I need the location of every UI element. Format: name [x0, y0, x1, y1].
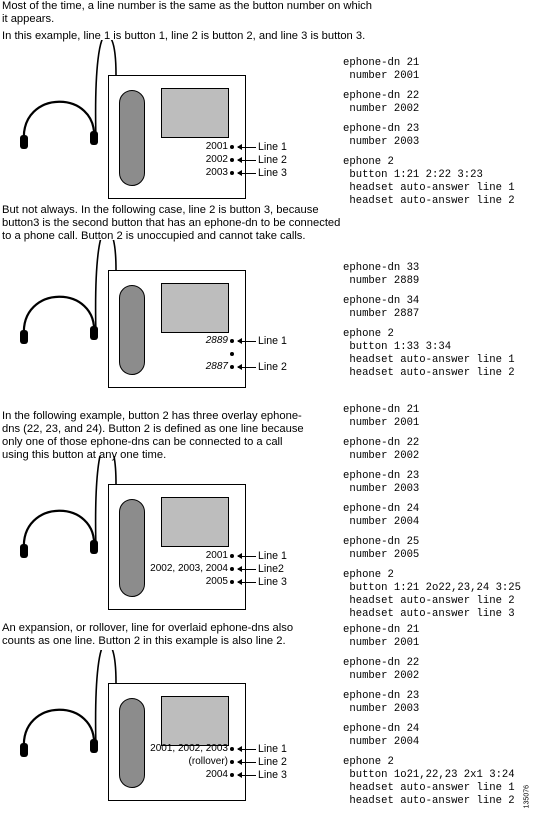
button-number: 2002: [205, 154, 228, 165]
headband: [24, 102, 94, 141]
button-number: 2889: [205, 335, 228, 346]
line-button: [230, 760, 234, 764]
config-line: ephone-dn 24: [343, 722, 420, 735]
headband: [24, 297, 94, 336]
line-label: Line 1: [258, 141, 287, 153]
earpiece-left: [20, 135, 28, 149]
config-line: number 2002: [343, 450, 420, 463]
handset-icon: [119, 499, 145, 597]
config-line: headset auto-answer line 2: [343, 594, 515, 607]
config-line: ephone-dn 22: [343, 89, 420, 102]
config-line: ephone 2: [343, 155, 394, 168]
phone-screen: [161, 497, 229, 547]
button-number: 2001, 2002, 2003: [150, 743, 228, 754]
arrow-icon: [238, 367, 256, 368]
earpiece-right: [90, 131, 98, 145]
config-line: ephone 2: [343, 327, 394, 340]
example2-diagram: [0, 240, 340, 390]
config-block: [343, 156, 515, 209]
config-line: ephone-dn 23: [343, 689, 420, 702]
arrow-icon: [238, 762, 256, 763]
button-number: 2003: [205, 167, 228, 178]
earpiece-left: [20, 743, 28, 757]
para4-line-2: counts as one line. Button 2 in this example is also line 2.: [2, 635, 286, 647]
config-line: number 2004: [343, 735, 420, 748]
para2-line-3: to a phone call. Button 2 is unoccupied and cannot take calls.: [2, 230, 306, 242]
line-button: [230, 365, 234, 369]
config-line: ephone-dn 23: [343, 469, 420, 482]
example4-diagram: [0, 650, 340, 800]
config-line: ephone-dn 21: [343, 404, 420, 416]
line-label: Line 1: [258, 335, 287, 347]
config-line: ephone-dn 23: [343, 122, 420, 135]
earpiece-left: [20, 330, 28, 344]
line-label: Line2: [258, 563, 284, 575]
earpiece-right: [90, 739, 98, 753]
button-number: 2001: [205, 550, 228, 561]
phone-screen: [161, 283, 229, 333]
config-block: [343, 295, 515, 321]
button-number: 2005: [205, 576, 228, 587]
intro-line-3: In this example, line 1 is button 1, line 2 is button 2, and line 3 is button 3.: [2, 30, 366, 42]
earpiece-left: [20, 544, 28, 558]
line-button: [230, 747, 234, 751]
config-line: ephone-dn 21: [343, 624, 420, 636]
para2-line-2: button3 is the second button that has an ephone-dn to be connected: [2, 217, 341, 229]
arrow-icon: [238, 147, 256, 148]
config-line: number 2005: [343, 548, 420, 561]
line-label: Line 2: [258, 361, 287, 373]
config-line: ephone 2: [343, 755, 394, 768]
config-line: headset auto-answer line 2: [343, 195, 515, 208]
button-number: 2887: [205, 361, 228, 372]
line-label: Line 2: [258, 756, 287, 768]
example4-config: [343, 624, 515, 815]
config-line: button 1:21 2o22,23,24 3:25: [343, 581, 522, 594]
config-block: [343, 328, 515, 381]
phone-body: [108, 75, 246, 199]
para3-line-4: using this button at any one time.: [2, 449, 167, 461]
config-line: headset auto-answer line 2: [343, 795, 515, 808]
headband: [24, 511, 94, 550]
line-button: [230, 554, 234, 558]
config-block: [343, 503, 521, 529]
config-line: number 2002: [343, 103, 420, 116]
config-line: headset auto-answer line 1: [343, 782, 515, 795]
phone-screen: [161, 696, 229, 746]
example3-diagram: [0, 456, 340, 616]
para3-text: [2, 410, 304, 462]
config-line: ephone-dn 24: [343, 502, 420, 515]
intro-text: [2, 0, 372, 43]
line-label: Line 3: [258, 167, 287, 179]
line-label: Line 1: [258, 550, 287, 562]
line-button: [230, 580, 234, 584]
config-line: button 1:21 2:22 3:23: [343, 168, 483, 181]
line-button: [230, 773, 234, 777]
config-line: ephone-dn 22: [343, 436, 420, 449]
phone-body: [108, 484, 246, 610]
arrow-icon: [238, 341, 256, 342]
arrow-icon: [238, 160, 256, 161]
config-line: ephone-dn 33: [343, 262, 420, 274]
arrow-icon: [238, 582, 256, 583]
config-line: headset auto-answer line 1: [343, 354, 515, 367]
config-block: [343, 470, 521, 496]
example3-config: [343, 404, 521, 628]
arrow-icon: [238, 569, 256, 570]
config-block: [343, 437, 521, 463]
intro-line-1: Most of the time, a line number is the same as the button number on which: [2, 0, 373, 12]
config-line: button 1:33 3:34: [343, 341, 452, 354]
line-button: [230, 567, 234, 571]
para4-text: [2, 622, 293, 648]
line-button: [230, 339, 234, 343]
config-line: number 2001: [343, 70, 420, 83]
para3-line-1: In the following example, button 2 has three overlay ephone-: [2, 410, 302, 422]
example1-config: [343, 57, 515, 215]
config-line: number 2001: [343, 637, 420, 650]
earpiece-right: [90, 540, 98, 554]
config-block: [343, 57, 515, 83]
config-line: ephone-dn 34: [343, 294, 420, 307]
config-line: ephone-dn 25: [343, 535, 420, 548]
config-block: [343, 569, 521, 622]
config-block: [343, 723, 515, 749]
config-line: number 2001: [343, 417, 420, 430]
config-line: number 2002: [343, 670, 420, 683]
line-label: Line 3: [258, 769, 287, 781]
config-line: headset auto-answer line 1: [343, 182, 515, 195]
config-block: [343, 404, 521, 430]
para3-line-3: only one of those ephone-dns can be connected to a call: [2, 436, 283, 448]
phone-body: [108, 683, 246, 801]
config-line: number 2889: [343, 275, 420, 288]
config-line: headset auto-answer line 2: [343, 367, 515, 380]
config-line: ephone-dn 21: [343, 57, 420, 69]
line-label: Line 1: [258, 743, 287, 755]
config-line: ephone 2: [343, 568, 394, 581]
config-line: number 2003: [343, 136, 420, 149]
button-number: 2002, 2003, 2004: [150, 563, 228, 574]
line-label: Line 2: [258, 154, 287, 166]
intro-line-2: it appears.: [2, 13, 55, 25]
config-line: ephone-dn 22: [343, 656, 420, 669]
handset-icon: [119, 285, 145, 375]
button-number: (rollover): [188, 756, 228, 767]
example1-diagram: [0, 40, 340, 200]
config-block: [343, 123, 515, 149]
config-block: [343, 624, 515, 650]
config-line: number 2003: [343, 483, 420, 496]
handset-icon: [119, 90, 145, 186]
para2-text: [2, 204, 340, 243]
para4-line-1: An expansion, or rollover, line for overlaid ephone-dns also: [2, 622, 294, 634]
line-label: Line 3: [258, 576, 287, 588]
para3-line-2: dns (22, 23, and 24). Button 2 is defined as one line because: [2, 423, 304, 435]
example2-config: [343, 262, 515, 387]
config-line: headset auto-answer line 3: [343, 608, 515, 621]
arrow-icon: [238, 173, 256, 174]
line-button: [230, 158, 234, 162]
figure-id: 135076: [523, 785, 530, 809]
config-block: [343, 90, 515, 116]
line-button: [230, 352, 234, 356]
config-block: [343, 536, 521, 562]
phone-screen: [161, 88, 229, 138]
headband: [24, 710, 94, 749]
config-line: number 2887: [343, 308, 420, 321]
config-line: number 2004: [343, 515, 420, 528]
arrow-icon: [238, 775, 256, 776]
para2-line-1: But not always. In the following case, line 2 is button 3, because: [2, 204, 319, 216]
line-button: [230, 171, 234, 175]
arrow-icon: [238, 556, 256, 557]
config-block: [343, 657, 515, 683]
button-number: 2004: [205, 769, 228, 780]
line-button: [230, 145, 234, 149]
arrow-icon: [238, 749, 256, 750]
config-block: [343, 262, 515, 288]
earpiece-right: [90, 326, 98, 340]
config-block: [343, 690, 515, 716]
button-number: 2001: [205, 141, 228, 152]
config-line: number 2003: [343, 703, 420, 716]
config-line: button 1o21,22,23 2x1 3:24: [343, 768, 515, 781]
handset-icon: [119, 698, 145, 788]
